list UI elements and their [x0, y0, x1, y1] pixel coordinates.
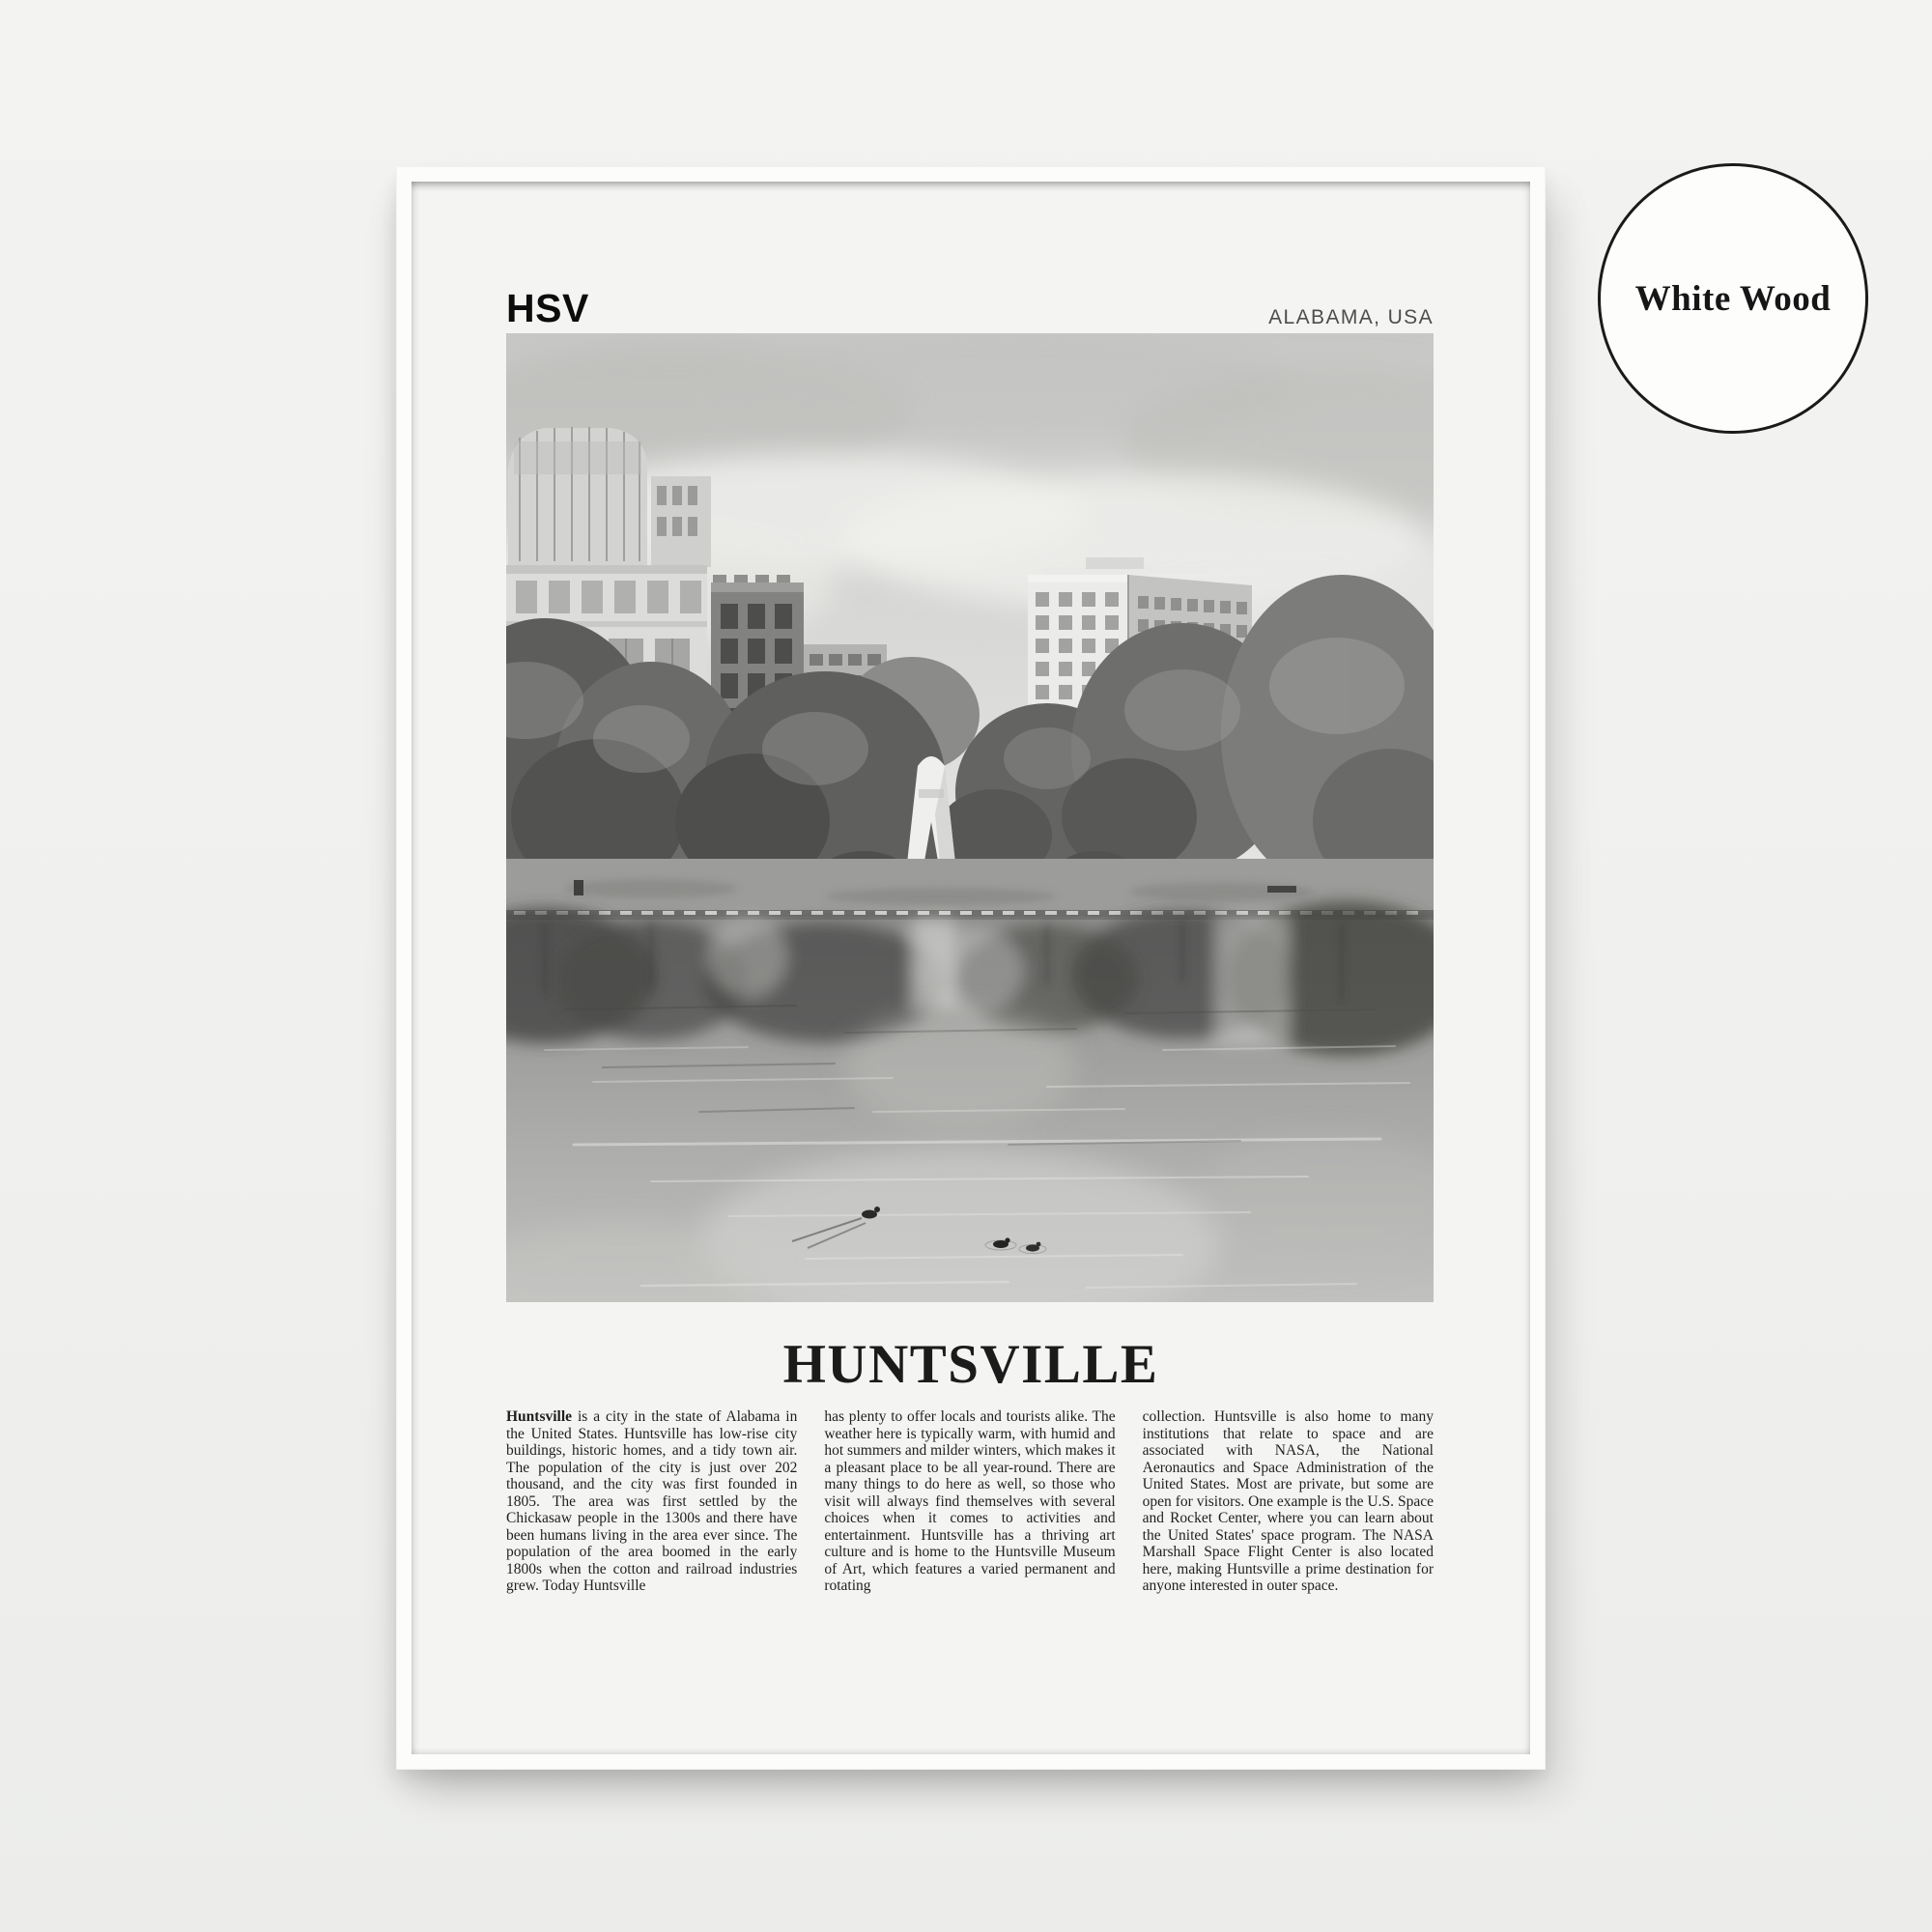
lead-word: Huntsville	[506, 1408, 573, 1425]
body-text-columns	[506, 1408, 1434, 1634]
shoreline	[506, 859, 1434, 917]
poster-paper	[412, 182, 1530, 1754]
body-column-1	[506, 1408, 797, 1634]
white-wood-frame	[396, 166, 1546, 1770]
body-column-2: has plenty to offer locals and tourists alike. The weather here is typically warm, with humid and hot summers and milder winters, which makes it a pleasant place to be all year-round. There are many things to do here as well, so those who visit will always find themselves with several choices when it comes to activities and entertainment. Huntsville has a thriving art culture and is home to the Huntsville Museum of Art, which features a varied permanent and rotating	[824, 1408, 1116, 1594]
poster-photo	[506, 333, 1434, 1302]
body-column-1-text: is a city in the state of Alabama in the United States. Huntsville has low-rise city buildings, historic homes, and a tidy town air. The population of the city is just over 202 thousand, and the city was first founded in 1805. The area was first settled by the Chickasaw people in the 1300s and there have been humans living in the area ever since. The population of the area boomed in the early 1800s when the cotton and railroad industries grew. Today Huntsville	[506, 1408, 798, 1594]
location-label: ALABAMA, USA	[1268, 305, 1434, 328]
airport-code-label: HSV	[506, 286, 589, 330]
body-column-3: collection. Huntsville is also home to many institutions that relate to space and are associated with NASA, the National Aeronautics and Space Administration of the United States. Most are private, but some are open for visitors. One example is the U.S. Space and Rocket Center, where you can learn about the United States' space program. The NASA Marshall Space Flight Center is also located here, making Huntsville a prime destination for anyone interested in outer space.	[1142, 1408, 1434, 1594]
poster-header	[506, 286, 1434, 328]
frame-style-badge-label: White Wood	[1634, 278, 1832, 319]
park-scene-illustration	[506, 333, 1434, 1302]
frame-style-badge	[1598, 163, 1868, 434]
poster-title: HUNTSVILLE	[782, 1334, 1159, 1395]
